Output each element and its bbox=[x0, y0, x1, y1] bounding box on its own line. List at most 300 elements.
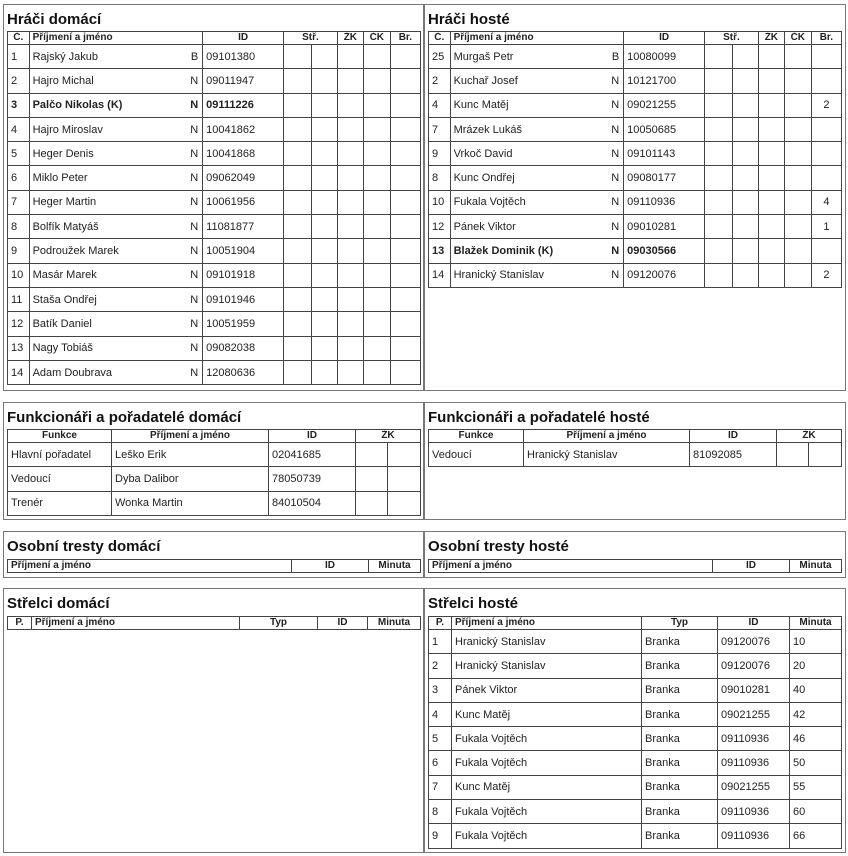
player-zk-1 bbox=[312, 166, 338, 190]
scorer-order: 6 bbox=[429, 751, 452, 775]
scorer-order: 5 bbox=[429, 727, 452, 751]
player-zk-1 bbox=[733, 190, 759, 214]
player-name-text: Rajský Jakub bbox=[32, 50, 98, 63]
player-ck bbox=[363, 287, 390, 311]
player-number: 14 bbox=[429, 263, 451, 287]
scorer-row bbox=[429, 702, 842, 726]
player-zk-2 bbox=[337, 360, 363, 384]
player-ck bbox=[784, 263, 811, 287]
player-name bbox=[29, 93, 203, 117]
player-zk-1 bbox=[312, 93, 338, 117]
scorer-order: 8 bbox=[429, 800, 452, 824]
player-name-text: Hajro Miroslav bbox=[32, 123, 103, 136]
player-name bbox=[29, 336, 203, 360]
player-position: B bbox=[611, 50, 620, 63]
scorer-type: Branka bbox=[642, 775, 718, 799]
player-position: N bbox=[190, 293, 199, 306]
player-position: B bbox=[190, 50, 199, 63]
player-str bbox=[284, 166, 312, 190]
home-players-table bbox=[7, 31, 421, 385]
player-name-text: Nagy Tobiáš bbox=[32, 342, 93, 355]
scorer-row bbox=[429, 630, 842, 654]
official-role: Trenér bbox=[8, 491, 112, 515]
player-zk-2 bbox=[758, 263, 784, 287]
player-br: 1 bbox=[811, 215, 841, 239]
player-zk-2 bbox=[758, 93, 784, 117]
player-name bbox=[450, 117, 624, 141]
col-zk: ŽK bbox=[356, 430, 421, 443]
player-ck bbox=[784, 45, 811, 69]
away-penalties-panel bbox=[424, 531, 846, 578]
player-str bbox=[284, 45, 312, 69]
scorer-type: Branka bbox=[642, 800, 718, 824]
scorer-order: 1 bbox=[429, 630, 452, 654]
player-ck bbox=[363, 117, 390, 141]
player-name bbox=[450, 166, 624, 190]
away-players-panel bbox=[424, 4, 846, 391]
player-name-text: Adam Doubrava bbox=[32, 366, 113, 379]
player-number: 11 bbox=[8, 287, 30, 311]
player-zk-2 bbox=[758, 142, 784, 166]
col-br: Br. bbox=[811, 32, 841, 45]
player-ck bbox=[784, 69, 811, 93]
player-name bbox=[450, 69, 624, 93]
col-id: ID bbox=[690, 430, 777, 443]
player-name bbox=[450, 45, 624, 69]
scorer-row bbox=[429, 751, 842, 775]
player-ck bbox=[784, 166, 811, 190]
player-id: 09111226 bbox=[203, 93, 284, 117]
home-scorers-panel bbox=[3, 588, 424, 853]
away-officials-header-row bbox=[429, 430, 842, 443]
player-id: 09110936 bbox=[624, 190, 705, 214]
home-penalties-panel bbox=[3, 531, 424, 578]
player-name bbox=[29, 287, 203, 311]
official-row bbox=[429, 443, 842, 467]
away-penalties-title: Osobní tresty hosté bbox=[428, 538, 569, 555]
player-ck bbox=[363, 45, 390, 69]
player-str bbox=[284, 93, 312, 117]
player-name bbox=[29, 263, 203, 287]
col-name: Příjmení a jméno bbox=[452, 617, 642, 630]
player-row bbox=[429, 93, 842, 117]
col-p: P. bbox=[8, 617, 32, 630]
player-number: 8 bbox=[8, 215, 30, 239]
scorer-id: 09120076 bbox=[718, 654, 790, 678]
scorer-order: 4 bbox=[429, 702, 452, 726]
player-id: 09101946 bbox=[203, 287, 284, 311]
player-row bbox=[8, 263, 421, 287]
official-zk-2 bbox=[388, 491, 421, 515]
player-id: 09062049 bbox=[203, 166, 284, 190]
player-id: 10050685 bbox=[624, 117, 705, 141]
official-zk-1 bbox=[356, 491, 388, 515]
scorer-minute: 10 bbox=[790, 630, 842, 654]
col-type: Typ bbox=[240, 617, 318, 630]
player-name bbox=[450, 142, 624, 166]
scorer-row bbox=[429, 800, 842, 824]
player-id: 09082038 bbox=[203, 336, 284, 360]
scorer-minute: 20 bbox=[790, 654, 842, 678]
col-str: Stř. bbox=[284, 32, 338, 45]
player-zk-2 bbox=[337, 239, 363, 263]
player-number: 3 bbox=[8, 93, 30, 117]
official-name: Dyba Dalibor bbox=[112, 467, 269, 491]
official-id: 84010504 bbox=[269, 491, 356, 515]
col-id: ID bbox=[203, 32, 284, 45]
scorer-row bbox=[429, 824, 842, 848]
home-penalties-header-row bbox=[8, 560, 421, 573]
player-br bbox=[390, 312, 420, 336]
scorer-row bbox=[429, 775, 842, 799]
player-str bbox=[284, 142, 312, 166]
col-name: Příjmení a jméno bbox=[112, 430, 269, 443]
player-name-text: Heger Denis bbox=[32, 147, 94, 160]
player-br bbox=[811, 45, 841, 69]
player-row bbox=[429, 166, 842, 190]
home-officials-header-row bbox=[8, 430, 421, 443]
player-ck bbox=[784, 239, 811, 263]
home-penalties-table bbox=[7, 559, 421, 573]
scorer-id: 09110936 bbox=[718, 727, 790, 751]
col-zk: ŽK bbox=[777, 430, 842, 443]
player-str bbox=[284, 117, 312, 141]
scorer-row bbox=[429, 727, 842, 751]
player-position: N bbox=[190, 172, 199, 185]
player-name bbox=[450, 263, 624, 287]
player-zk-1 bbox=[312, 263, 338, 287]
scorer-name: Kunc Matěj bbox=[452, 702, 642, 726]
player-str bbox=[284, 263, 312, 287]
home-officials-body bbox=[8, 443, 421, 516]
player-position: N bbox=[190, 99, 199, 112]
scorer-id: 09021255 bbox=[718, 775, 790, 799]
official-id: 02041685 bbox=[269, 443, 356, 467]
col-number: Č. bbox=[429, 32, 451, 45]
scorer-order: 7 bbox=[429, 775, 452, 799]
player-br bbox=[390, 287, 420, 311]
player-zk-2 bbox=[337, 166, 363, 190]
player-name bbox=[450, 190, 624, 214]
col-name: Příjmení a jméno bbox=[8, 560, 292, 573]
player-position: N bbox=[611, 172, 620, 185]
player-id: 10041862 bbox=[203, 117, 284, 141]
player-position: N bbox=[190, 245, 199, 258]
away-scorers-title: Střelci hosté bbox=[428, 595, 519, 612]
player-row bbox=[429, 142, 842, 166]
player-name-text: Fukala Vojtěch bbox=[453, 196, 526, 209]
scorer-minute: 55 bbox=[790, 775, 842, 799]
scorer-minute: 46 bbox=[790, 727, 842, 751]
player-number: 7 bbox=[429, 117, 451, 141]
player-zk-1 bbox=[312, 69, 338, 93]
player-zk-1 bbox=[733, 142, 759, 166]
player-zk-1 bbox=[312, 142, 338, 166]
player-zk-2 bbox=[758, 215, 784, 239]
scorer-name: Fukala Vojtěch bbox=[452, 824, 642, 848]
scorer-id: 09010281 bbox=[718, 678, 790, 702]
official-role: Vedoucí bbox=[8, 467, 112, 491]
player-br bbox=[811, 117, 841, 141]
player-zk-1 bbox=[312, 190, 338, 214]
away-scorers-panel bbox=[424, 588, 846, 853]
official-id: 78050739 bbox=[269, 467, 356, 491]
col-role: Funkce bbox=[429, 430, 524, 443]
scorer-name: Kunc Matěj bbox=[452, 775, 642, 799]
player-name bbox=[29, 239, 203, 263]
player-zk-1 bbox=[733, 45, 759, 69]
away-players-table bbox=[428, 31, 842, 288]
official-role: Vedoucí bbox=[429, 443, 524, 467]
away-scorers-header-row bbox=[429, 617, 842, 630]
player-str bbox=[284, 215, 312, 239]
player-br bbox=[811, 142, 841, 166]
player-number: 2 bbox=[8, 69, 30, 93]
col-minute: Minuta bbox=[369, 560, 421, 573]
player-position: N bbox=[190, 269, 199, 282]
scorer-order: 2 bbox=[429, 654, 452, 678]
scorer-name: Fukala Vojtěch bbox=[452, 800, 642, 824]
player-number: 1 bbox=[8, 45, 30, 69]
player-position: N bbox=[611, 74, 620, 87]
player-id: 09011947 bbox=[203, 69, 284, 93]
player-row bbox=[8, 287, 421, 311]
official-name: Wonka Martin bbox=[112, 491, 269, 515]
player-number: 10 bbox=[8, 263, 30, 287]
player-str bbox=[284, 239, 312, 263]
player-position: N bbox=[611, 123, 620, 136]
player-row bbox=[8, 215, 421, 239]
col-ck: ČK bbox=[363, 32, 390, 45]
player-br bbox=[390, 166, 420, 190]
player-number: 7 bbox=[8, 190, 30, 214]
player-row bbox=[429, 117, 842, 141]
scorer-minute: 50 bbox=[790, 751, 842, 775]
away-penalties-table bbox=[428, 559, 842, 573]
player-number: 6 bbox=[8, 166, 30, 190]
player-zk-1 bbox=[733, 239, 759, 263]
player-br bbox=[390, 190, 420, 214]
player-ck bbox=[363, 239, 390, 263]
official-role: Hlavní pořadatel bbox=[8, 443, 112, 467]
scorer-row bbox=[429, 678, 842, 702]
player-br bbox=[390, 360, 420, 384]
player-number: 8 bbox=[429, 166, 451, 190]
player-row bbox=[8, 93, 421, 117]
player-str bbox=[705, 69, 733, 93]
player-zk-1 bbox=[312, 215, 338, 239]
scorer-name: Hranický Stanislav bbox=[452, 630, 642, 654]
player-row bbox=[8, 336, 421, 360]
player-zk-2 bbox=[337, 312, 363, 336]
player-str bbox=[705, 117, 733, 141]
away-officials-panel bbox=[424, 402, 846, 520]
player-name bbox=[29, 117, 203, 141]
player-zk-1 bbox=[312, 312, 338, 336]
player-ck bbox=[363, 190, 390, 214]
official-zk-1 bbox=[356, 443, 388, 467]
player-name bbox=[29, 215, 203, 239]
home-players-body bbox=[8, 45, 421, 385]
scorer-name: Hranický Stanislav bbox=[452, 654, 642, 678]
player-number: 13 bbox=[8, 336, 30, 360]
player-number: 13 bbox=[429, 239, 451, 263]
player-number: 10 bbox=[429, 190, 451, 214]
scorer-order: 9 bbox=[429, 824, 452, 848]
player-name-text: Podroužek Marek bbox=[32, 245, 119, 258]
away-players-header-row bbox=[429, 32, 842, 45]
col-id: ID bbox=[624, 32, 705, 45]
player-id: 10080099 bbox=[624, 45, 705, 69]
player-id: 10121700 bbox=[624, 69, 705, 93]
player-name-text: Murgaš Petr bbox=[453, 50, 514, 63]
official-zk-1 bbox=[777, 443, 809, 467]
player-zk-2 bbox=[337, 263, 363, 287]
player-row bbox=[8, 312, 421, 336]
player-id: 10041868 bbox=[203, 142, 284, 166]
player-zk-2 bbox=[758, 69, 784, 93]
player-number: 9 bbox=[429, 142, 451, 166]
player-row bbox=[429, 263, 842, 287]
player-name-text: Pánek Viktor bbox=[453, 220, 516, 233]
player-position: N bbox=[190, 366, 199, 379]
player-position: N bbox=[611, 220, 620, 233]
player-zk-2 bbox=[337, 336, 363, 360]
scorer-type: Branka bbox=[642, 702, 718, 726]
col-id: ID bbox=[713, 560, 790, 573]
player-name-text: Vrkoč David bbox=[453, 147, 513, 160]
scorer-id: 09021255 bbox=[718, 702, 790, 726]
col-id: ID bbox=[718, 617, 790, 630]
player-str bbox=[705, 190, 733, 214]
official-zk-1 bbox=[356, 467, 388, 491]
player-row bbox=[8, 142, 421, 166]
player-str bbox=[284, 360, 312, 384]
col-number: Č. bbox=[8, 32, 30, 45]
away-officials-table bbox=[428, 429, 842, 467]
player-br bbox=[390, 239, 420, 263]
player-ck bbox=[363, 166, 390, 190]
player-ck bbox=[363, 336, 390, 360]
official-zk-2 bbox=[388, 467, 421, 491]
player-zk-2 bbox=[337, 93, 363, 117]
player-str bbox=[284, 69, 312, 93]
player-ck bbox=[784, 215, 811, 239]
player-name-text: Masár Marek bbox=[32, 269, 97, 282]
player-zk-2 bbox=[337, 142, 363, 166]
player-br bbox=[390, 142, 420, 166]
player-zk-2 bbox=[758, 239, 784, 263]
away-scorers-body bbox=[429, 630, 842, 849]
player-position: N bbox=[190, 123, 199, 136]
player-id: 09021255 bbox=[624, 93, 705, 117]
player-zk-1 bbox=[312, 360, 338, 384]
player-br bbox=[390, 45, 420, 69]
player-id: 10061956 bbox=[203, 190, 284, 214]
player-row bbox=[429, 215, 842, 239]
home-scorers-title: Střelci domácí bbox=[7, 595, 110, 612]
official-name: Leško Erik bbox=[112, 443, 269, 467]
player-name bbox=[450, 215, 624, 239]
scorer-minute: 66 bbox=[790, 824, 842, 848]
player-br bbox=[390, 336, 420, 360]
home-penalties-title: Osobní tresty domácí bbox=[7, 538, 161, 555]
col-minute: Minuta bbox=[790, 617, 842, 630]
scorer-type: Branka bbox=[642, 654, 718, 678]
col-zk: ŽK bbox=[337, 32, 363, 45]
player-ck bbox=[784, 142, 811, 166]
col-name: Příjmení a jméno bbox=[32, 617, 240, 630]
player-br bbox=[390, 93, 420, 117]
player-position: N bbox=[611, 99, 620, 112]
player-ck bbox=[363, 93, 390, 117]
player-name-text: Mrázek Lukáš bbox=[453, 123, 523, 136]
player-id: 11081877 bbox=[203, 215, 284, 239]
col-p: P. bbox=[429, 617, 452, 630]
player-zk-2 bbox=[758, 117, 784, 141]
scorer-minute: 42 bbox=[790, 702, 842, 726]
player-row bbox=[429, 239, 842, 263]
player-br bbox=[390, 69, 420, 93]
player-row bbox=[429, 69, 842, 93]
player-row bbox=[8, 166, 421, 190]
player-name bbox=[29, 360, 203, 384]
scorer-order: 3 bbox=[429, 678, 452, 702]
scorer-row bbox=[429, 654, 842, 678]
player-zk-2 bbox=[758, 166, 784, 190]
col-name: Příjmení a jméno bbox=[524, 430, 690, 443]
player-name-text: Palčo Nikolas (K) bbox=[32, 99, 123, 112]
player-id: 10051959 bbox=[203, 312, 284, 336]
player-zk-1 bbox=[733, 263, 759, 287]
player-name-text: Batík Daniel bbox=[32, 317, 92, 330]
player-zk-2 bbox=[337, 117, 363, 141]
player-zk-1 bbox=[733, 93, 759, 117]
player-zk-1 bbox=[312, 239, 338, 263]
player-number: 9 bbox=[8, 239, 30, 263]
player-ck bbox=[784, 117, 811, 141]
col-ck: ČK bbox=[784, 32, 811, 45]
scorer-id: 09110936 bbox=[718, 751, 790, 775]
player-ck bbox=[363, 215, 390, 239]
home-officials-title: Funkcionáři a pořadatelé domácí bbox=[7, 409, 242, 426]
player-zk-2 bbox=[758, 190, 784, 214]
player-zk-1 bbox=[312, 287, 338, 311]
official-name: Hranický Stanislav bbox=[524, 443, 690, 467]
player-row bbox=[8, 190, 421, 214]
home-players-title: Hráči domácí bbox=[7, 11, 102, 28]
player-zk-1 bbox=[733, 69, 759, 93]
scorer-minute: 60 bbox=[790, 800, 842, 824]
player-str bbox=[705, 45, 733, 69]
player-name-text: Hajro Michal bbox=[32, 74, 94, 87]
player-position: N bbox=[611, 196, 620, 209]
player-ck bbox=[363, 312, 390, 336]
scorer-minute: 40 bbox=[790, 678, 842, 702]
col-str: Stř. bbox=[705, 32, 759, 45]
col-name: Příjmení a jméno bbox=[29, 32, 203, 45]
player-zk-2 bbox=[758, 45, 784, 69]
player-id: 09101380 bbox=[203, 45, 284, 69]
player-ck bbox=[363, 263, 390, 287]
official-zk-2 bbox=[809, 443, 842, 467]
player-name bbox=[29, 190, 203, 214]
player-ck bbox=[784, 190, 811, 214]
player-number: 14 bbox=[8, 360, 30, 384]
scorer-type: Branka bbox=[642, 630, 718, 654]
player-ck bbox=[363, 360, 390, 384]
player-br: 2 bbox=[811, 263, 841, 287]
